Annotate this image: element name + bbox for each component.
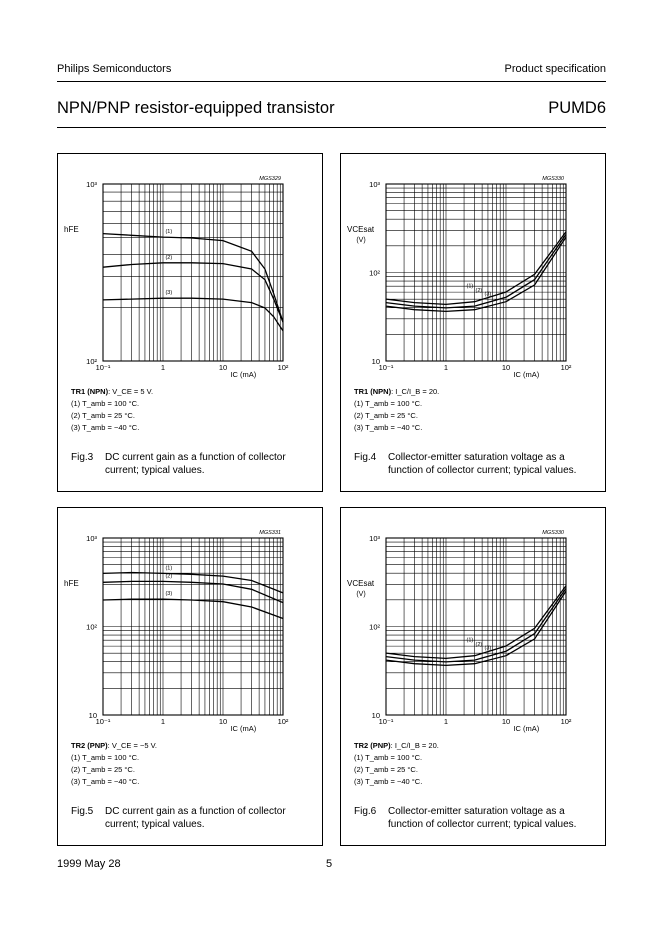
figure-label: Fig.6 (354, 806, 377, 817)
y-tick-label: 10² (86, 357, 97, 366)
x-tick-label: 10⁻¹ (95, 363, 111, 372)
series-line (386, 588, 566, 662)
series-line (103, 263, 283, 322)
x-tick-label: 10 (501, 363, 511, 372)
figure-panel-1 (57, 153, 323, 492)
x-axis-label: IC (mA) (513, 724, 540, 733)
x-tick-label: 10² (277, 363, 289, 372)
condition-value: : I_C/I_B = 20. (391, 387, 440, 396)
x-tick-label: 10 (501, 717, 511, 726)
figure-caption (71, 451, 326, 477)
figure-label: Fig.5 (71, 806, 94, 817)
x-axis-label: IC (mA) (230, 370, 257, 379)
legend-item: (1) T_amb = 100 °C. (71, 399, 140, 408)
x-tick-label: 1 (443, 363, 449, 372)
figure-label: Fig.3 (71, 452, 94, 463)
x-axis-label: IC (mA) (230, 724, 257, 733)
page-title: NPN/PNP resistor-equipped transistor (57, 99, 335, 117)
legend-item: (3) T_amb = −40 °C. (71, 423, 140, 432)
x-tick-label: 1 (160, 717, 166, 726)
figure-caption-text: DC current gain as a function of collector current; typical values. (105, 806, 286, 830)
series-label: (2) (165, 254, 173, 261)
title-rule (57, 127, 606, 128)
y-tick-label: 10³ (86, 534, 97, 543)
series-line (103, 298, 283, 331)
x-tick-label: 10⁻¹ (95, 717, 111, 726)
series-label: (1) (165, 565, 173, 572)
x-tick-label: 10² (560, 363, 572, 372)
x-tick-label: 10² (277, 717, 289, 726)
condition-device: TR2 (PNP) (71, 741, 108, 750)
legend-item: (1) T_amb = 100 °C. (354, 753, 423, 762)
figure-caption (71, 805, 326, 831)
grid (103, 538, 283, 715)
series-label: (2) (475, 642, 483, 649)
figure-panel-2 (340, 153, 606, 492)
condition-value: : I_C/I_B = 20. (390, 741, 439, 750)
x-tick-label: 1 (160, 363, 166, 372)
figure-caption (354, 451, 609, 477)
series-label: (1) (165, 229, 173, 236)
series-line (386, 234, 566, 308)
figure-code: MGS330 (542, 530, 564, 536)
figure-notes (354, 386, 439, 434)
y-axis-unit: (V) (356, 591, 366, 598)
chart-fig5 (58, 508, 324, 847)
legend-item: (2) T_amb = 25 °C. (354, 411, 418, 420)
chart-fig6 (341, 508, 607, 847)
part-number: PUMD6 (548, 99, 606, 117)
header-company: Philips Semiconductors (57, 63, 172, 75)
series-label: (2) (165, 573, 173, 580)
y-axis-unit: (V) (356, 237, 366, 244)
figure-caption-text: DC current gain as a function of collector current; typical values. (105, 452, 286, 476)
figure-caption-text: Collector-emitter saturation voltage as a function of collector current; typical values. (388, 806, 577, 830)
series-line (103, 599, 283, 618)
chart-fig4 (341, 154, 607, 493)
x-tick-label: 10 (218, 717, 228, 726)
figure-code: MGS331 (259, 530, 281, 536)
series-label: (3) (165, 290, 173, 297)
figure-notes (354, 740, 439, 788)
y-tick-label: 10³ (369, 180, 380, 189)
y-axis-label: hFE (64, 579, 79, 588)
legend-item: (1) T_amb = 100 °C. (354, 399, 423, 408)
x-tick-label: 1 (443, 717, 449, 726)
y-tick-label: 10² (369, 268, 380, 278)
condition-device: TR1 (NPN) (71, 387, 109, 396)
y-axis-label: VCEsat (347, 225, 375, 234)
legend-item: (2) T_amb = 25 °C. (71, 765, 135, 774)
legend-item: (3) T_amb = −40 °C. (354, 777, 423, 786)
header-doc-type: Product specification (504, 63, 606, 75)
legend-item: (1) T_amb = 100 °C. (71, 753, 140, 762)
series-label: (1) (466, 283, 474, 290)
condition-device: TR2 (PNP) (354, 741, 391, 750)
y-tick-label: 10³ (369, 534, 380, 543)
figure-code: MGS330 (542, 176, 564, 182)
figure-label: Fig.4 (354, 452, 377, 463)
condition-device: TR1 (NPN) (354, 387, 392, 396)
figure-notes (71, 740, 157, 788)
figure-caption (354, 805, 609, 831)
x-tick-label: 10² (560, 717, 572, 726)
figure-panel-3 (57, 507, 323, 846)
figure-code: MGS329 (259, 176, 281, 182)
figure-panel-4 (340, 507, 606, 846)
series-label: (3) (484, 645, 492, 652)
series-label: (2) (475, 288, 483, 295)
y-axis-label: hFE (64, 225, 79, 234)
x-tick-label: 10⁻¹ (378, 717, 394, 726)
series-line (103, 234, 283, 323)
condition-value: : V_CE = 5 V. (108, 387, 154, 396)
legend-item: (2) T_amb = 25 °C. (354, 765, 418, 774)
legend-item: (3) T_amb = −40 °C. (354, 423, 423, 432)
legend-item: (2) T_amb = 25 °C. (71, 411, 135, 420)
y-tick-label: 10² (86, 622, 97, 632)
page-number: 5 (326, 858, 333, 870)
series-label: (3) (165, 591, 173, 598)
y-tick-label: 10³ (86, 180, 97, 189)
series-label: (1) (466, 637, 474, 644)
y-tick-label: 10 (371, 711, 380, 720)
y-tick-label: 10 (88, 711, 97, 720)
legend-item: (3) T_amb = −40 °C. (71, 777, 140, 786)
footer-date: 1999 May 28 (57, 858, 121, 870)
header-rule (57, 81, 606, 82)
x-tick-label: 10⁻¹ (378, 363, 394, 372)
series-label: (3) (484, 291, 492, 298)
y-axis-label: VCEsat (347, 579, 375, 588)
y-tick-label: 10 (371, 357, 380, 366)
condition-value: : V_CE = −5 V. (107, 741, 158, 750)
x-axis-label: IC (mA) (513, 370, 540, 379)
y-tick-label: 10² (369, 622, 380, 632)
figure-notes (71, 386, 153, 434)
x-tick-label: 10 (218, 363, 228, 372)
chart-fig3 (58, 154, 324, 493)
figure-caption-text: Collector-emitter saturation voltage as a function of collector current; typical values. (388, 452, 577, 476)
